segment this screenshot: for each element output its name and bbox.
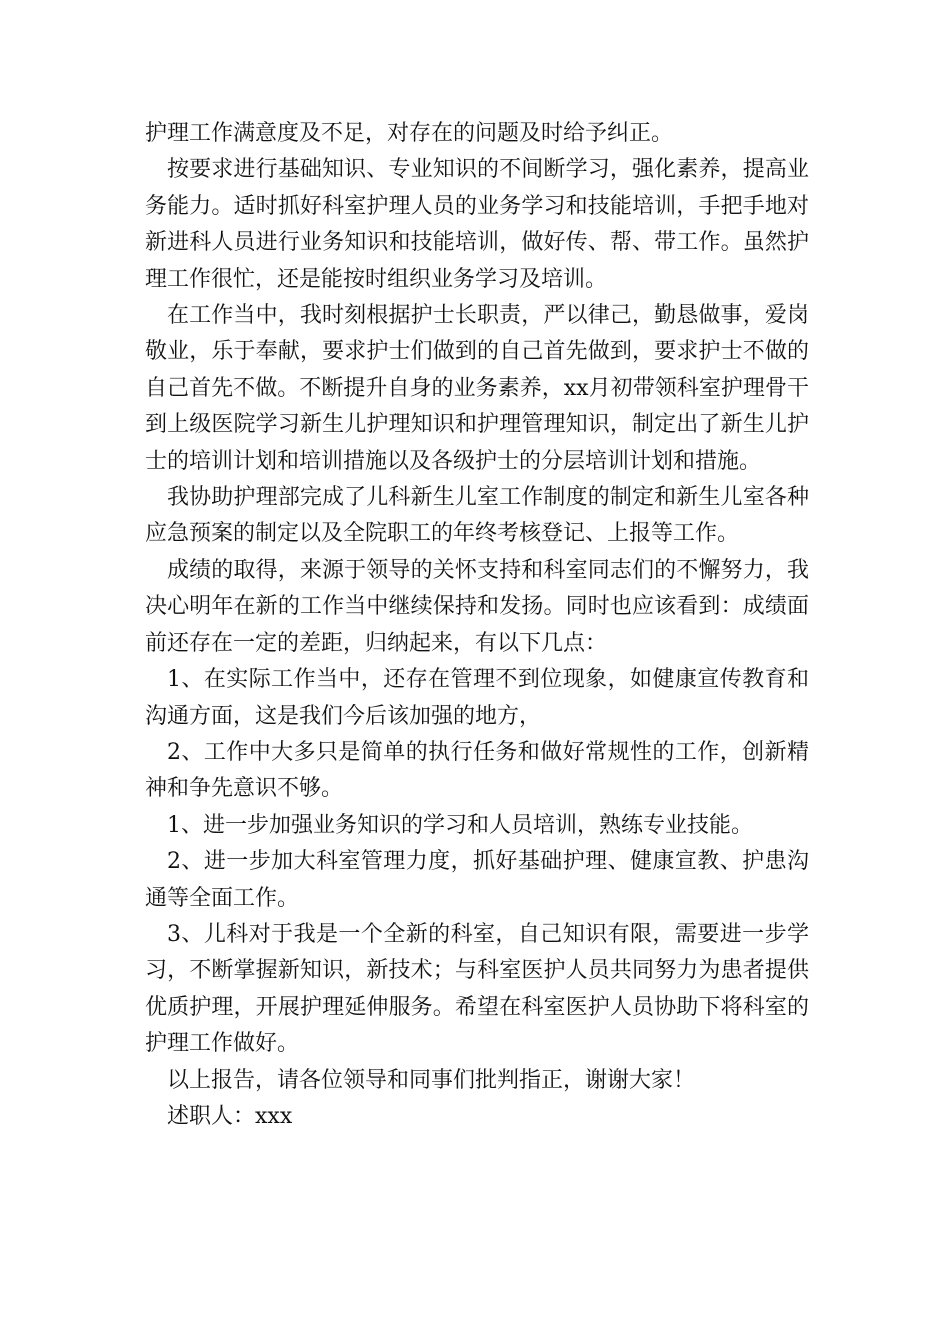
paragraph-shortcoming-2: 2、工作中大多只是简单的执行任务和做好常规性的工作，创新精神和争先意识不够。 [145, 739, 809, 802]
paragraph-shortcoming-1: 1、在实际工作当中，还存在管理不到位现象，如健康宣传教育和沟通方面，这是我们今后该加强的地方， [145, 667, 809, 729]
signature-line: 述职人：xxx [167, 1103, 293, 1129]
paragraph-achievements: 成绩的取得，来源于领导的关怀支持和科室同志们的不懈努力，我决心明年在新的工作当中继续保持和发扬。同时也应该看到：成绩面前还存在一定的差距，归纳起来，有以下几点： [145, 557, 809, 656]
paragraph-study: 按要求进行基础知识、专业知识的不间断学习，强化素养，提高业务能力。适时抓好科室护理人员的业务学习和技能培训，手把手地对新进科人员进行业务知识和技能培训，做好传、帮、带工作。虽然护理工作很忙，还是能按时组织业务学习及培训。 [145, 157, 809, 292]
paragraph-plan-2: 2、进一步加大科室管理力度，抓好基础护理、健康宣教、护患沟通等全面工作。 [145, 849, 809, 911]
paragraph-duties: 在工作当中，我时刻根据护士长职责，严以律己，勤恳做事，爱岗敬业，乐于奉献，要求护士们做到的自己首先做到，要求护士不做的自己首先不做。不断提升自身的业务素养，xx月初带领科室护理骨干到上级医院学习新生儿护理知识和护理管理知识，制定出了新生儿护士的培训计划和培训措施以及各级护士的分层培训计划和措施。 [145, 303, 809, 474]
paragraph-assist: 我协助护理部完成了儿科新生儿室工作制度的制定和新生儿室各种应急预案的制定以及全院职工的年终考核登记、上报等工作。 [145, 485, 809, 547]
paragraph-closing: 以上报告，请各位领导和同事们批判指正，谢谢大家！ [167, 1067, 696, 1093]
document-body [145, 116, 809, 1135]
paragraph-plan-3: 3、儿科对于我是一个全新的科室，自己知识有限，需要进一步学习，不断掌握新知识，新技术；与科室医护人员共同努力为患者提供优质护理，开展护理延伸服务。希望在科室医护人员协助下将科室的护理工作做好。 [145, 921, 809, 1057]
paragraph-plan-1: 1、进一步加强业务知识的学习和人员培训，熟练专业技能。 [167, 812, 753, 838]
paragraph-continuation: 护理工作满意度及不足，对存在的问题及时给予纠正。 [145, 121, 674, 146]
